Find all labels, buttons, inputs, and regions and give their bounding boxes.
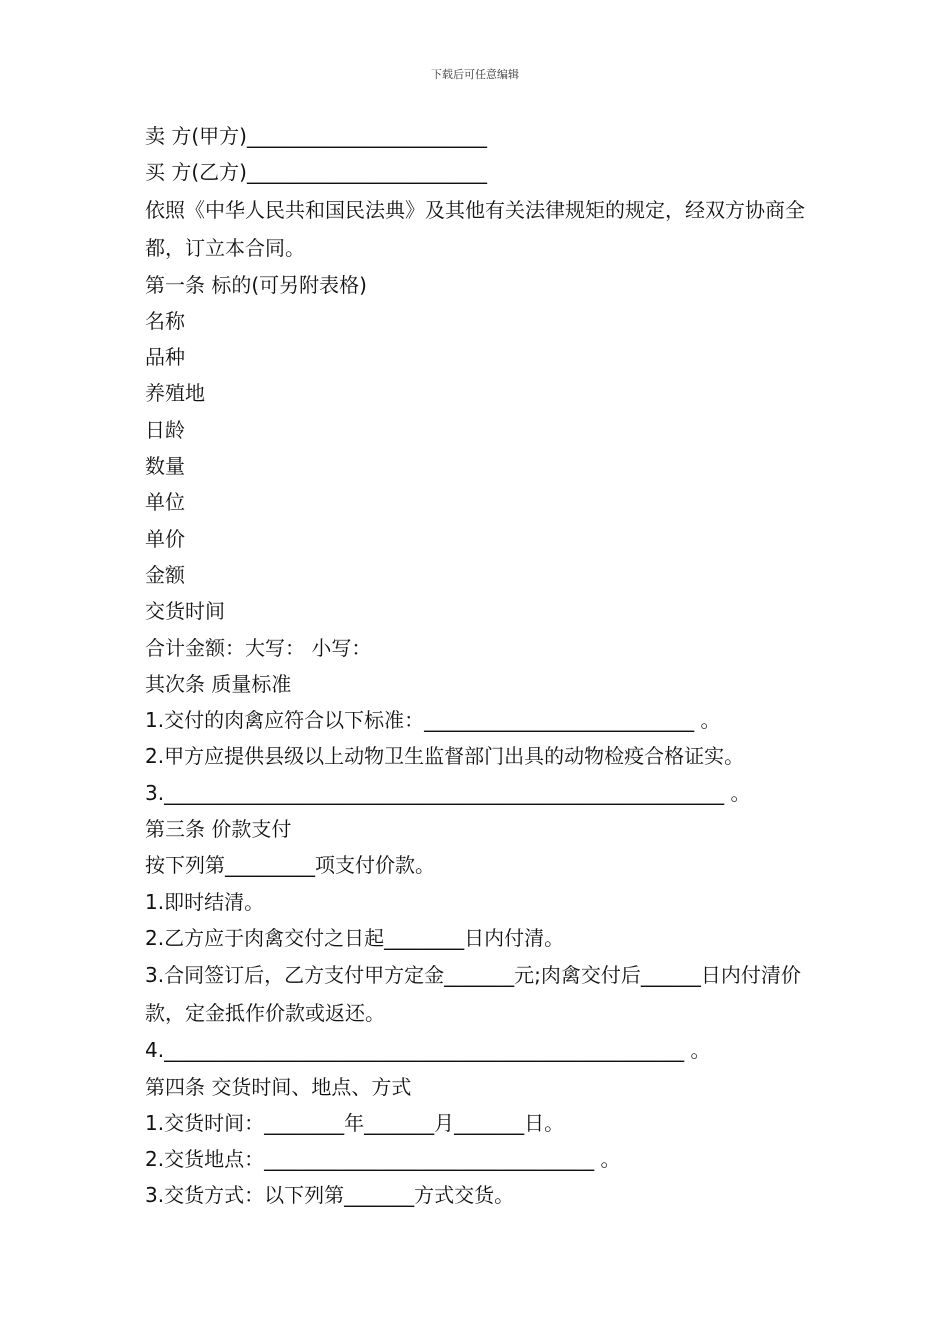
payment-item-2: 2.乙方应于肉禽交付之日起________日内付清。 bbox=[145, 925, 565, 950]
article-1-heading: 第一条 标的(可另附表格) bbox=[145, 272, 367, 297]
payment-option-line: 按下列第_________项支付价款。 bbox=[145, 853, 435, 878]
total-amount-line: 合计金额：大写： 小写： bbox=[145, 635, 372, 660]
article-3-heading: 第三条 价款支付 bbox=[145, 817, 292, 842]
article-4-heading: 第四条 交货时间、地点、方式 bbox=[145, 1074, 412, 1099]
field-delivery-time: 交货时间 bbox=[145, 599, 225, 624]
seller-line: 卖 方(甲方)________________________ bbox=[145, 124, 487, 148]
field-name: 名称 bbox=[145, 308, 185, 333]
delivery-item-1: 1.交货时间：________年_______月_______日。 bbox=[145, 1110, 565, 1135]
buyer-line: 买 方(乙方)________________________ bbox=[145, 160, 487, 185]
quality-item-2: 2.甲方应提供县级以上动物卫生监督部门出具的动物检疫合格证实。 bbox=[145, 744, 745, 769]
contract-body bbox=[145, 118, 815, 1214]
field-amount: 金额 bbox=[145, 562, 185, 587]
field-farm-location: 养殖地 bbox=[145, 381, 205, 406]
quality-item-1: 1.交付的肉禽应符合以下标准：___________________________ 。 bbox=[145, 708, 721, 733]
payment-item-4: 4.____________________________________________________ 。 bbox=[145, 1038, 711, 1063]
field-quantity: 数量 bbox=[145, 454, 185, 479]
field-unit: 单位 bbox=[145, 490, 185, 515]
delivery-item-2: 2.交货地点：_________________________________ 。 bbox=[145, 1147, 621, 1172]
preamble-paragraph: 依照《中华人民共和国民法典》及其他有关法律规矩的规定，经双方协商全都，订立本合同。 bbox=[145, 197, 805, 260]
article-2-heading: 其次条 质量标准 bbox=[145, 671, 292, 696]
field-unit-price: 单价 bbox=[145, 526, 185, 551]
payment-item-1: 1.即时结清。 bbox=[145, 889, 265, 914]
delivery-item-3: 3.交货方式：以下列第_______方式交货。 bbox=[145, 1183, 515, 1208]
quality-item-3: 3.________________________________________________________ 。 bbox=[145, 780, 751, 805]
page-header: 下载后可任意编辑 bbox=[431, 68, 519, 81]
payment-item-3: 3.合同签订后，乙方支付甲方定金_______元;肉禽交付后______日内付清价款，定金抵作价款或返还。 bbox=[145, 963, 801, 1026]
field-variety: 品种 bbox=[145, 345, 185, 370]
field-age-days: 日龄 bbox=[145, 417, 185, 442]
